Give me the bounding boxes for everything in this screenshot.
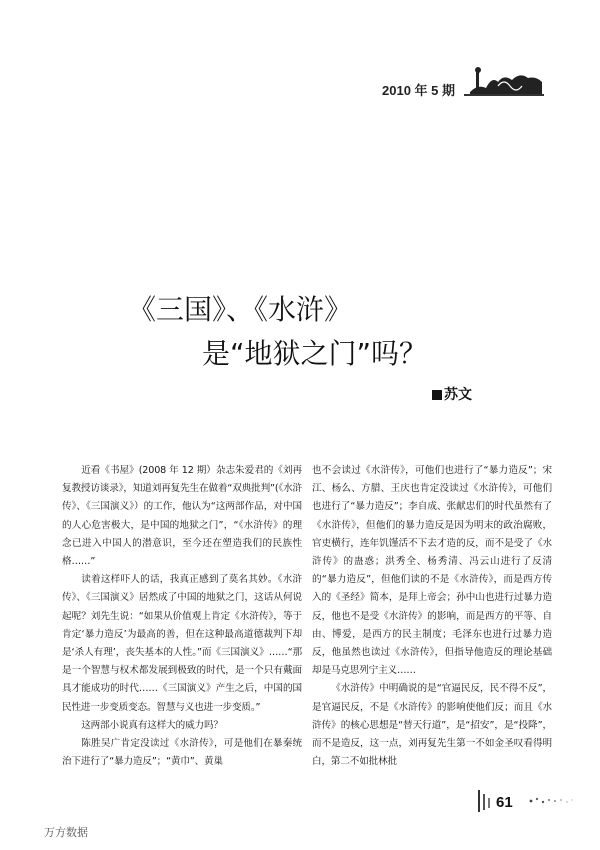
paragraph: 陈胜吴广肯定没读过《水浒传》，可是他们在暴秦统治下进行了“暴力造反”；“黄巾”、黄巢	[62, 738, 302, 768]
page-dots-ornament-icon	[528, 794, 574, 808]
article-title-line-1: 《三国》、《水浒》	[128, 293, 353, 326]
issue-label: 2010 年 5 期	[382, 83, 455, 98]
paragraph: 近看《书屋》(2008 年 12 期）杂志朱爱君的《刘再复教授访谈录》，知道刘再复先生在做着“双典批判”(《水浒传》、《三国演义》）的工作，他认为“这两部作品，对中国的人心危害极大，是中国的地狱之门”，“《水浒传》的理念已进入中国人的潜意识，至今还在塑造我们的民族性格……”	[62, 465, 302, 568]
watermark-text: 万方数据	[44, 826, 88, 839]
article-title-line-2: 是“地狱之门”吗？	[202, 337, 428, 370]
page-ornament-icon	[476, 788, 494, 814]
byline-square-bullet	[432, 390, 442, 400]
paragraph: 《水浒传》中明确说的是“官逼民反，民不得不反”，是官逼民反，不是《水浒传》的影响使他们反；而且《水浒传》的核心思想是“替天行道”，是“招安”，是“投降”，而不是造反，这一点，刘再复先生第一不如金圣叹看得明白，第二不如批林批	[312, 683, 552, 768]
body-column-left	[62, 462, 302, 771]
page-number: 61	[496, 794, 513, 811]
masthead-ink-illustration	[468, 66, 544, 96]
author-name: 苏文	[444, 387, 472, 403]
paragraph: 也不会读过《水浒传》，可他们也进行了“暴力造反”；宋江、杨么、方腊、王庆也肯定没读过《水浒传》，可他们也进行了“暴力造反”；李自成、张献忠们的时代虽然有了《水浒传》，但他们的暴力造反是因为明末的政治腐败，官吏横行，连年饥馑活不下去才造的反，而不是受了《水浒传》的蛊惑；洪秀全、杨秀清、冯云山进行了反清的“暴力造反”，但他们读的不是《水浒传》，而是西方传入的《圣经》简本，是拜上帝会；孙中山也进行过暴力造反，他也不是受《水浒传》的影响，而是西方的平等、自由、博爱，是西方的民主制度；毛泽东也进行过暴力造反，他虽然也读过《水浒传》，但指导他造反的理论基础却是马克思列宁主义……	[312, 465, 552, 677]
body-column-right	[312, 462, 552, 771]
header-rule	[464, 94, 544, 96]
paragraph: 读着这样吓人的话，我真正感到了莫名其妙。《水浒传》、《三国演义》居然成了中国的地狱之门，这话从何说起呢？刘先生说：“如果从价值观上肯定《水浒传》，等于肯定‘暴力造反’为最高的善，但在这种最高道德裁判下却是‘杀人有理’，丧失基本的人性。”而《三国演义》……“那是一个智慧与权术都发展到极致的时代，是一个只有戴面具才能成功的时代……《三国演义》产生之后，中国的国民性进一步变质变态。智慧与义也进一步变质。”	[62, 574, 302, 713]
paragraph: 这两部小说真有这样大的威力吗？	[81, 719, 223, 731]
author-byline	[432, 384, 512, 404]
